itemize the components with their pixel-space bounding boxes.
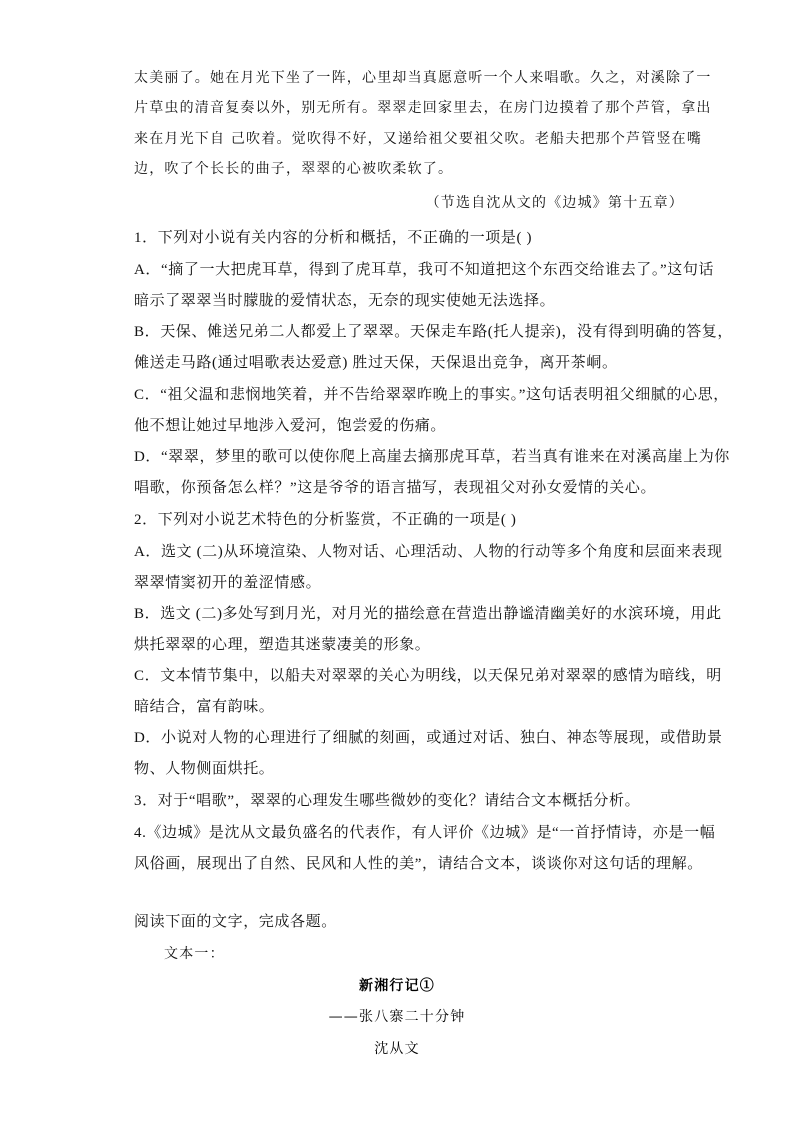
option-2c: C．文本情节集中，以船夫对翠翠的关心为明线，以天保兄弟对翠翠的感情为暗线，明 [134,668,722,684]
passage-line: 来在月光下自 己吹着。觉吹得不好，又递给祖父要祖父吹。老船夫把那个芦管竖在嘴 [134,131,703,147]
question-1: 1．下列对小说有关内容的分析和概括，不正确的一项是( ) [134,230,533,246]
question-3: 3．对于“唱歌”，翠翠的心理发生哪些微妙的变化？请结合文本概括分析。 [134,793,641,809]
option-1c: C．“祖父温和悲悯地笑着，并不告给翠翠昨晚上的事实。”这句话表明祖父细腻的心思， [134,387,729,403]
option-1c: 他不想让她过早地涉入爱河，饱尝爱的伤痛。 [134,418,447,434]
option-2b: 烘托翠翠的心理，塑造其迷蒙凄美的形象。 [134,637,431,653]
passage-source: （节选自沈从文的《边城》第十五章） [425,195,684,211]
option-2b: B．选文 (二)多处写到月光，对月光的描绘意在营造出静谧清幽美好的水滨环境，用此 [134,606,722,622]
option-2c: 暗结合，富有韵味。 [134,699,275,715]
article-title: 新湘行记① [359,978,435,994]
passage-line: 太美丽了。她在月光下坐了一阵，心里却当真愿意听一个人来唱歌。久之，对溪除了一 [134,70,712,86]
option-1a: A．“摘了一大把虎耳草，得到了虎耳草，我可不知道把这个东西交给谁去了。”这句话 [134,262,715,278]
option-1b: B．天保、傩送兄弟二人都爱上了翠翠。天保走车路(托人提亲)，没有得到明确的答复， [134,324,733,340]
article-subtitle: ——张八寨二十分钟 [328,1009,466,1025]
option-2a: 翠翠情窦初开的羞涩情感。 [134,575,322,591]
text-label: 文本一： [164,946,225,962]
option-1b: 傩送走马路(通过唱歌表达爱意) 胜过天保，天保退出竞争，离开茶峒。 [134,355,618,371]
option-2d: D．小说对人物的心理进行了细腻的刻画，或通过对话、独白、神态等展现，或借助景 [134,730,723,746]
option-2a: A．选文 (二)从环境渲染、人物对话、心理活动、人物的行动等多个角度和层面来表现 [134,544,723,560]
option-1d: 唱歌，你预备怎么样？”这是爷爷的语言描写，表现祖父对孙女爱情的关心。 [134,480,657,496]
option-1a: 暗示了翠翠当时朦胧的爱情状态，无奈的现实使她无法选择。 [134,293,556,309]
reading-instruction: 阅读下面的文字，完成各题。 [134,914,337,930]
option-1d: D．“翠翠，梦里的歌可以使你爬上高崖去摘那虎耳草，若当真有谁来在对溪高崖上为你 [134,449,730,465]
article-author: 沈从文 [374,1041,420,1057]
passage-line: 边，吹了个长长的曲子，翠翠的心被吹柔软了。 [134,161,454,177]
question-2: 2．下列对小说艺术特色的分析鉴赏，不正确的一项是( ) [134,512,517,528]
option-2d: 物、人物侧面烘托。 [134,761,275,777]
question-4: 风俗画，展现出了自然、民风和人性的美”，请结合文本，谈谈你对这句话的理解。 [134,856,703,872]
passage-line: 片草虫的清音复奏以外，别无所有。翠翠走回家里去，在房门边摸着了那个芦管，拿出 [134,100,712,116]
question-4: 4.《边城》是沈从文最负盛名的代表作，有人评价《边城》是“一首抒情诗，亦是一幅 [134,825,716,841]
